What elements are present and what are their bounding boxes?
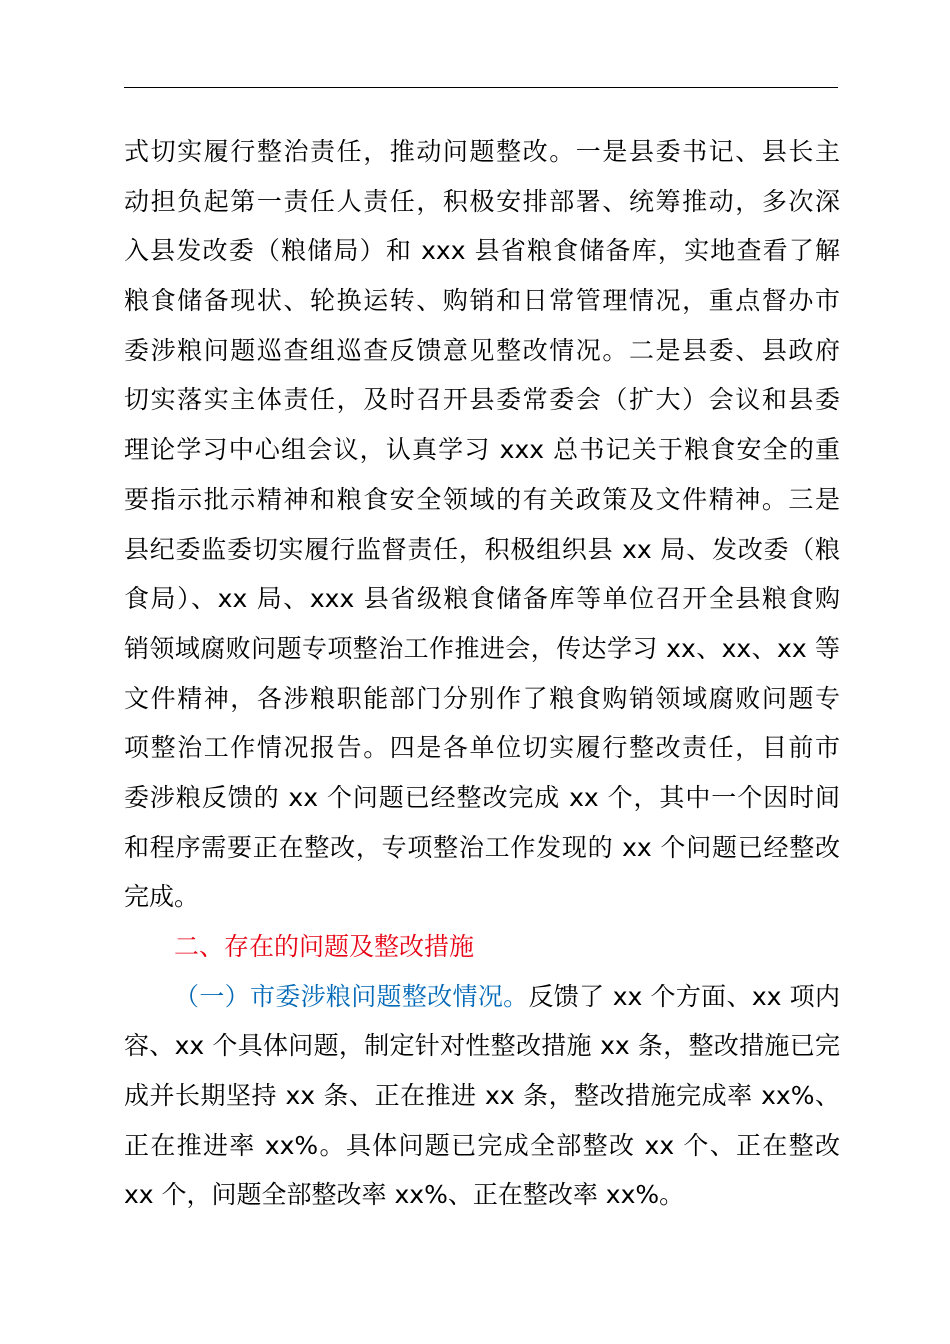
paragraph-line: 切实落实主体责任，及时召开县委常委会（扩大）会议和县委	[124, 385, 840, 415]
paragraph-line: 式切实履行整治责任，推动问题整改。一是县委书记、县长主	[124, 137, 840, 166]
paragraph-line: xx 个，问题全部整改率 xx%、正在整改率 xx%。	[124, 1180, 685, 1210]
subsection-first-line-text: 反馈了 xx 个方面、xx 项内	[528, 981, 840, 1011]
paragraph-line: 要指示批示精神和粮食安全领域的有关政策及文件精神。三是	[124, 484, 840, 514]
paragraph-line: 动担负起第一责任人责任，积极安排部署、统筹推动，多次深	[124, 186, 840, 216]
paragraph-1	[124, 127, 840, 922]
paragraph-line: 入县发改委（粮储局）和 xxx 县省粮食储备库，实地查看了解	[124, 236, 840, 266]
paragraph-line	[124, 972, 840, 1022]
paragraph-line: 容、xx 个具体问题，制定针对性整改措施 xx 条，整改措施已完	[124, 1031, 840, 1061]
paragraph-line: 成并长期坚持 xx 条、正在推进 xx 条，整改措施完成率 xx%、	[124, 1081, 840, 1111]
paragraph-line: 粮食储备现状、轮换运转、购销和日常管理情况，重点督办市	[124, 286, 840, 316]
paragraph-line: 项整治工作情况报告。四是各单位切实履行整改责任，目前市	[124, 733, 840, 763]
paragraph-line: 文件精神，各涉粮职能部门分别作了粮食购销领域腐败问题专	[124, 683, 840, 713]
document-body	[124, 127, 840, 1220]
subsection-title: （一）市委涉粮问题整改情况。	[174, 981, 529, 1011]
paragraph-line: 销领域腐败问题专项整治工作推进会，传达学习 xx、xx、xx 等	[124, 633, 840, 663]
paragraph-line: 食局）、xx 局、xxx 县省级粮食储备库等单位召开全县粮食购	[124, 584, 840, 614]
paragraph-line: 理论学习中心组会议，认真学习 xxx 总书记关于粮食安全的重	[124, 435, 840, 465]
paragraph-line: 正在推进率 xx%。具体问题已完成全部整改 xx 个、正在整改	[124, 1130, 840, 1160]
paragraph-line: 完成。	[124, 882, 200, 912]
paragraph-line: 和程序需要正在整改，专项整治工作发现的 xx 个问题已经整改	[124, 832, 840, 862]
header-rule	[124, 87, 838, 88]
paragraph-line: 委涉粮问题巡查组巡查反馈意见整改情况。二是县委、县政府	[124, 335, 840, 365]
paragraph-2	[124, 972, 840, 1220]
paragraph-line: 委涉粮反馈的 xx 个问题已经整改完成 xx 个，其中一个因时间	[124, 782, 840, 812]
section-heading: 二、存在的问题及整改措施	[174, 932, 475, 961]
paragraph-line: 县纪委监委切实履行监督责任，积极组织县 xx 局、发改委（粮	[124, 534, 840, 564]
